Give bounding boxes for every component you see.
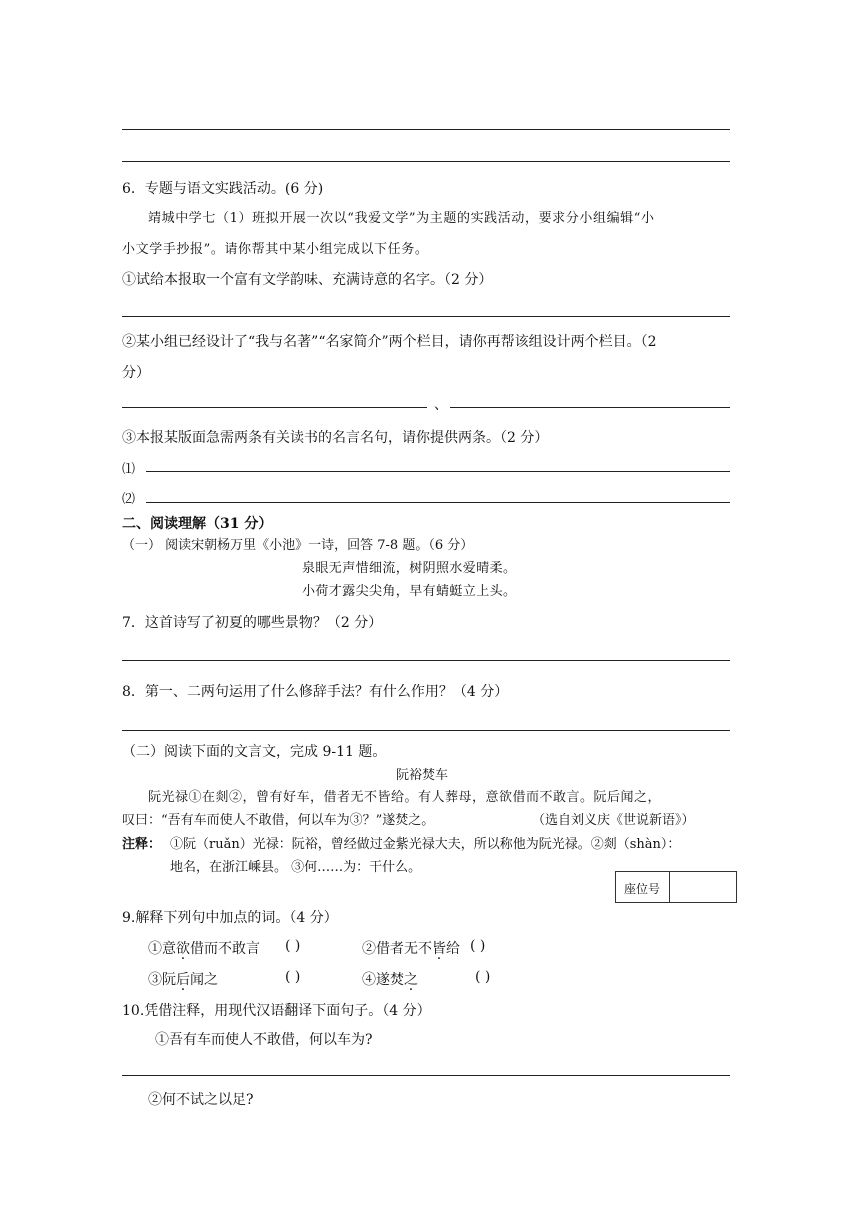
- item-text: ④遂焚: [362, 972, 404, 988]
- answer-line: [450, 407, 730, 408]
- notes-label: 注释：: [122, 837, 162, 852]
- item-text: ③阮: [148, 972, 176, 988]
- item-text: ②借者无不: [362, 941, 432, 957]
- separator-mark: 、: [434, 397, 448, 413]
- passage-line-1: 阮光禄①在剡②，曾有好车，借者无不皆给。有人葬母，意欲借而不敢言。阮后闻之，: [148, 790, 662, 805]
- answer-paren: ( ): [285, 969, 301, 985]
- question-10-sentence-2: ②何不试之以足?: [148, 1092, 254, 1108]
- dotted-word: 之: [404, 972, 418, 988]
- answer-line: [122, 407, 427, 408]
- question-10-sentence-1: ①吾有车而使人不敢借，何以车为?: [155, 1032, 373, 1048]
- question-6-task3: ③本报某版面急需两条有关读书的名言名句，请你提供两条。（2 分）: [122, 430, 549, 446]
- answer-line: [146, 471, 730, 472]
- section-2-heading: 二、阅读理解（31 分）: [122, 516, 273, 532]
- question-10-title: 10.凭借注释，用现代汉语翻译下面句子。（4 分）: [122, 1003, 431, 1019]
- answer-line: [122, 730, 730, 731]
- dotted-word: 欲: [176, 941, 190, 957]
- passage-title: 阮裕焚车: [396, 768, 449, 783]
- notes-line-1: ①阮（ruǎn）光禄：阮裕，曾经做过金紫光禄大夫，所以称他为阮光禄。②剡（shàn）：: [170, 837, 681, 852]
- answer-line: [122, 316, 730, 317]
- blank-2-label: ⑵: [122, 492, 136, 507]
- dotted-word: 皆: [432, 941, 446, 957]
- notes-line-2: 地名，在浙江嵊县。 ③何……为：干什么。: [170, 860, 422, 875]
- question-9-item-4: [362, 969, 418, 989]
- item-text: 闻之: [190, 972, 218, 988]
- answer-line: [122, 129, 730, 130]
- poem-line-2: 小荷才露尖尖角，早有蜻蜓立上头。: [302, 584, 517, 599]
- seat-number-divider: [669, 872, 670, 902]
- seat-number-box: [615, 871, 737, 903]
- question-6-intro-line2: 小文学手抄报”。请你帮其中某小组完成以下任务。: [122, 242, 429, 257]
- answer-paren: ( ): [470, 938, 486, 954]
- answer-paren: ( ): [285, 938, 301, 954]
- question-6-intro-line1: 靖城中学七（1）班拟开展一次以“我爱文学”为主题的实践活动，要求分小组编辑“小: [148, 211, 655, 226]
- answer-line: [122, 161, 730, 162]
- answer-line: [122, 1075, 730, 1076]
- poem-line-1: 泉眼无声惜细流，树阴照水爱晴柔。: [302, 561, 517, 576]
- question-9-title: 9.解释下列句中加点的词。（4 分）: [122, 910, 338, 926]
- dotted-word: 后: [176, 972, 190, 988]
- item-text: 借而不敢言: [190, 941, 260, 957]
- passage-source: （选自刘义庆《世说新语》）: [532, 813, 695, 828]
- question-7: 7．这首诗写了初夏的哪些景物？（2 分）: [122, 615, 383, 631]
- answer-line: [146, 502, 730, 503]
- question-8: 8．第一、二两句运用了什么修辞手法？有什么作用？（4 分）: [122, 684, 509, 700]
- item-text: ①意: [148, 941, 176, 957]
- item-text: 给: [446, 941, 460, 957]
- question-9-item-2: [362, 938, 460, 958]
- blank-1-label: ⑴: [122, 462, 136, 477]
- question-6-task1: ①试给本报取一个富有文学韵味、充满诗意的名字。（2 分）: [122, 272, 493, 288]
- part-1-intro: （一） 阅读宋朝杨万里《小池》一诗，回答 7-8 题。（6 分）: [122, 538, 474, 553]
- question-9-item-3: [148, 969, 218, 989]
- question-9-item-1: [148, 938, 260, 958]
- question-6-task2-line1: ②某小组已经设计了“我与名著”“名家简介”两个栏目，请你再帮该组设计两个栏目。（2: [122, 334, 657, 350]
- part-2-intro: （二）阅读下面的文言文，完成 9-11 题。: [122, 744, 387, 760]
- passage-line-2: 叹曰：“吾有车而使人不敢借，何以车为③？”遂焚之。: [122, 813, 435, 828]
- answer-line: [122, 660, 730, 661]
- question-6-task2-line2: 分）: [122, 365, 150, 381]
- question-6-title: 6．专题与语文实践活动。(6 分): [122, 181, 324, 197]
- answer-paren: ( ): [475, 969, 491, 985]
- seat-number-label: 座位号: [624, 882, 661, 896]
